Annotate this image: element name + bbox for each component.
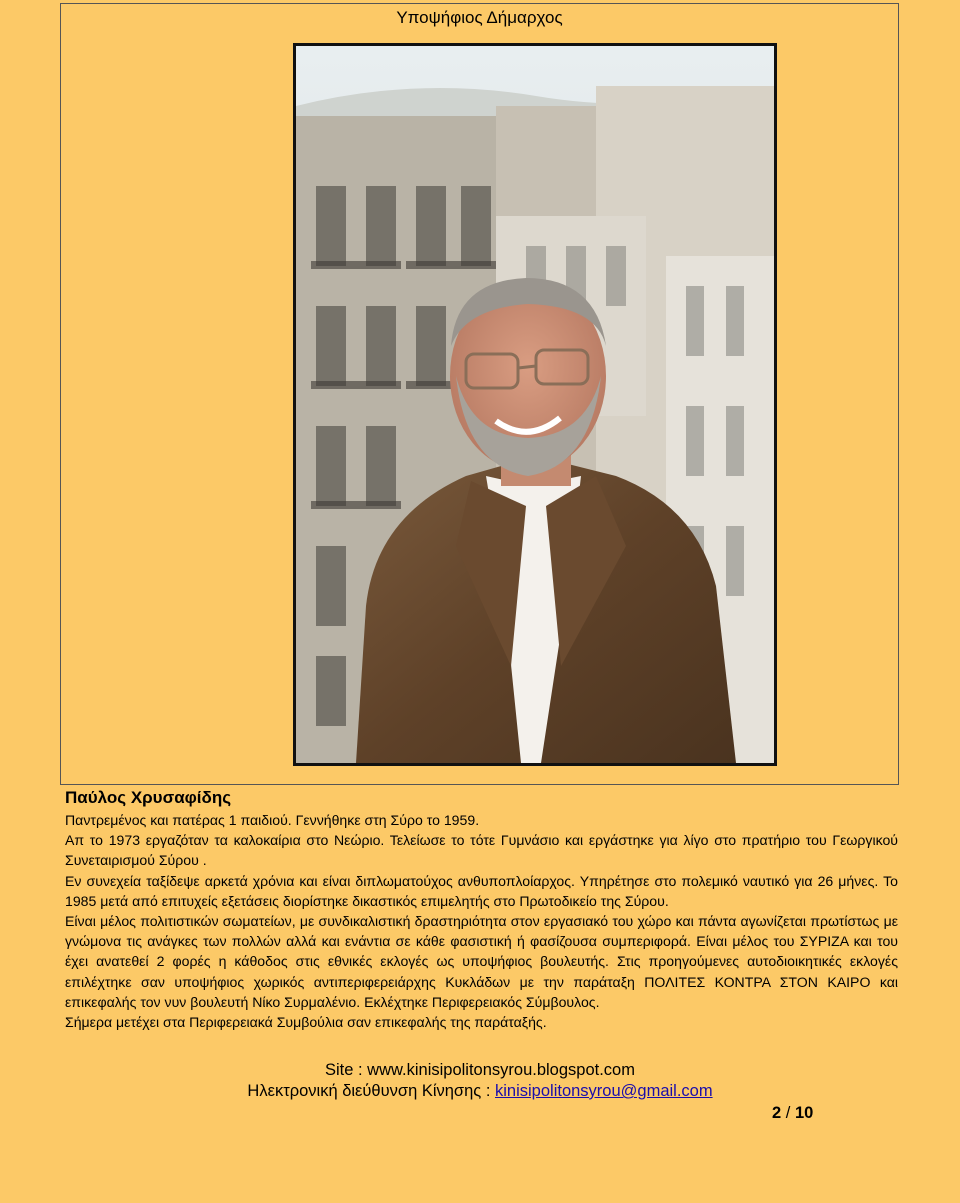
footer-email: [0, 1082, 960, 1101]
candidate-portrait-icon: [296, 46, 774, 763]
candidate-name: Παύλος Χρυσαφίδης: [65, 788, 232, 807]
page-current: 2: [772, 1104, 782, 1122]
bio-paragraph: Εν συνεχεία ταξίδεψε αρκετά χρόνια και είναι διπλωματούχος ανθυποπλοίαρχος. Υπηρέτησε στο πολεμικό ναυτικό για 26 μήνες. Το 1985 μετά από επιτυχείς εξετάσεις διορίστηκε δικαστικός επιμελητής στο Πρωτοδικείο της Σύρου.: [65, 872, 898, 909]
page-separator: /: [781, 1104, 795, 1122]
page-number: [772, 1104, 813, 1123]
bio-paragraph: Απ το 1973 εργαζόταν τα καλοκαίρια στο Νεώριο. Τελείωσε το τότε Γυμνάσιο και εργάστηκε για λίγο στο πρατήριο του Γεωργικού Συνεταιρισμού Σύρου .: [65, 832, 898, 869]
header-frame: [60, 3, 899, 785]
email-link[interactable]: kinisipolitonsyrou@gmail.com: [495, 1082, 713, 1100]
footer-site: Site : www.kinisipolitonsyrou.blogspot.com: [325, 1061, 635, 1079]
bio-paragraph: Παντρεμένος και πατέρας 1 παιδιού. Γεννήθηκε στη Σύρο το 1959.: [65, 812, 480, 828]
bio-paragraph: Σήμερα μετέχει στα Περιφερειακά Συμβούλια σαν επικεφαλής της παράταξής.: [65, 1014, 547, 1031]
page-total: 10: [794, 1104, 814, 1122]
email-label: Ηλεκτρονική διεύθυνση Κίνησης :: [247, 1082, 495, 1100]
candidate-photo: [293, 43, 777, 766]
page-title: Υποψήφιος Δήμαρχος: [396, 8, 563, 27]
bio-paragraph: Είναι μέλος πολιτιστικών σωματείων, με συνδικαλιστική δραστηριότητα στον εργασιακό του χώρο και πάντα αγωνίζεται πρωτίστως με γνώμονα τις ανάγκες των πολλών αλλά και ενάντια σε κάθε φασιστική ή φασίζουσα συμπεριφορά. Είναι μέλος του ΣΥΡΙΖΑ και του έχει ανατεθεί 2 φορές η κάθοδος στις εθνικές εκλογές ως υποψήφιος βουλευτής. Στις προηγούμενες αυτοδιοικητικές εκλογές επιλέχτηκε σαν υποψήφιος χωρικός αντιπεριφερειάρχης Κυκλάδων με την παράταξη ΠΟΛΙΤΕΣ ΚΟΝΤΡΑ ΣΤΟΝ ΚΑΙΡΟ και επικεφαλής τον νυν βουλευτή Νίκο Συρμαλένιο. Εκλέχτηκε Περιφερειακός Σύμβουλος.: [65, 913, 898, 1010]
candidate-bio: [65, 810, 898, 1032]
